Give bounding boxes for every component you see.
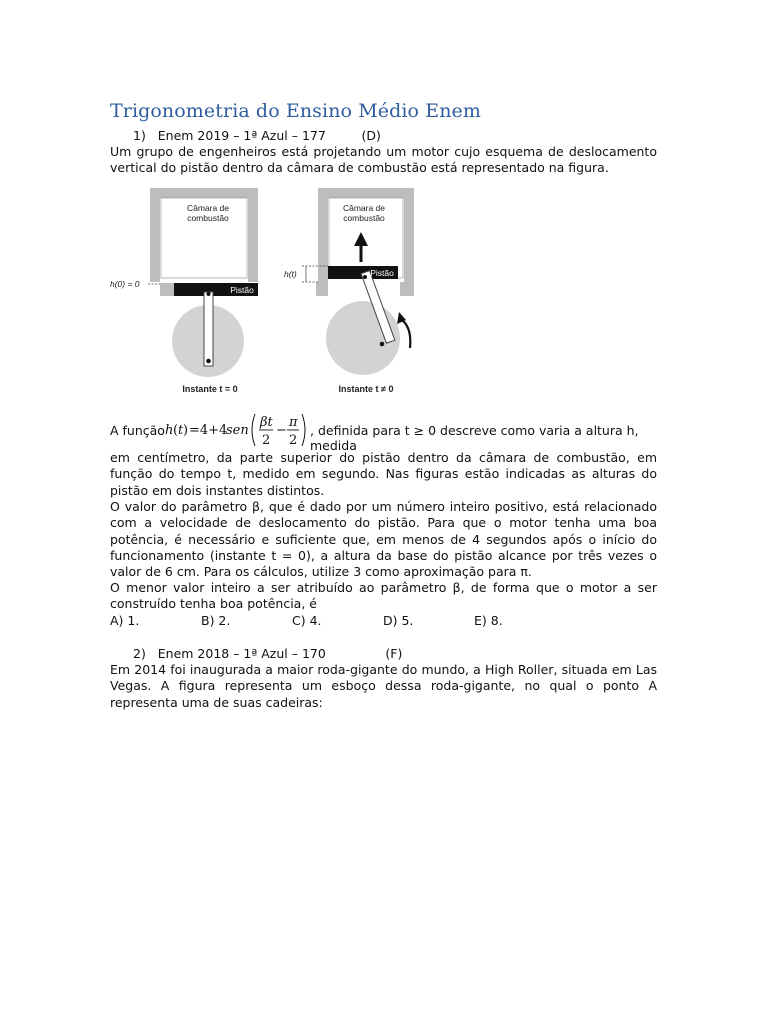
right-chamber-label-2: combustão <box>343 213 385 223</box>
question-1-header: 1) Enem 2019 – 1ª Azul – 177 (D) <box>133 128 381 143</box>
question-1-body-3: O menor valor inteiro a ser atribuído ao parâmetro β, de forma que o motor a ser construído tenha boa potência, é <box>110 580 657 612</box>
left-engine-diagram <box>110 188 258 394</box>
question-1-body-2: O valor do parâmetro β, que é dado por um número inteiro positivo, está relacionado com a velocidade de deslocamento do pistão. Para que o motor tenha uma boa potência, é necessário e suficiente que, em menos de 4 segundos após o início do funcionamento (instante t = 0), a altura da base do pistão alcance por três vezes o valor de 6 cm. Para os cálculos, utilize 3 como aproximação para π. <box>110 499 657 580</box>
svg-text:βt: βt <box>260 415 273 430</box>
left-chamber-label-1: Câmara de <box>186 203 230 213</box>
caption-instante-0: Instante t = 0 <box>182 384 238 394</box>
left-connecting-rod <box>204 292 213 366</box>
formula-h-of-t <box>163 408 309 452</box>
document-title: Trigonometria do Ensino Médio Enem <box>110 100 482 122</box>
rotation-arrow-icon <box>402 320 410 348</box>
svg-text:): ) <box>183 423 189 438</box>
question-2-intro: Em 2014 foi inaugurada a maior roda-gigante do mundo, a High Roller, situada em Las Vegas. A figura representa um esboço dessa roda-gigante, no qual o ponto A representa uma de suas cadeiras: <box>110 662 657 710</box>
ht-label: h(t) <box>284 269 297 279</box>
formula-post-text: , definida para t ≥ 0 descreve como varia a altura h, medida <box>310 423 639 453</box>
right-chamber-label-1: Câmara de <box>342 203 386 213</box>
left-piston-label: Pistão <box>230 285 254 295</box>
formula-row <box>110 408 657 452</box>
option-c[interactable]: C) 4. <box>292 613 322 628</box>
right-engine-diagram <box>284 188 414 394</box>
svg-text:−: − <box>276 423 287 438</box>
svg-text:π: π <box>289 415 298 430</box>
right-piston-label: Pistão <box>370 268 394 278</box>
piston-figure <box>108 186 418 400</box>
svg-text:h: h <box>165 423 174 438</box>
question-1-intro: Um grupo de engenheiros está projetando um motor cujo esquema de deslocamento vertical do pistão dentro da câmara de combustão está representado na figura. <box>110 144 657 176</box>
option-a[interactable]: A) 1. <box>110 613 140 628</box>
svg-text:2: 2 <box>289 433 298 448</box>
option-e[interactable]: E) 8. <box>474 613 503 628</box>
option-d[interactable]: D) 5. <box>383 613 414 628</box>
formula-pre-text: A função <box>110 423 165 438</box>
left-chamber-label-2: combustão <box>187 213 229 223</box>
svg-text:(: ( <box>173 423 179 438</box>
svg-text:sen: sen <box>226 423 249 438</box>
h0-label: h(0) = 0 <box>110 279 140 289</box>
caption-instante-t: Instante t ≠ 0 <box>338 384 394 394</box>
svg-text:=4+4: =4+4 <box>189 423 228 438</box>
svg-text:t: t <box>178 423 184 438</box>
option-b[interactable]: B) 2. <box>201 613 231 628</box>
question-1-body-1: em centímetro, da parte superior do pistão dentro da câmara de combustão, em função do tempo t, medido em segundo. Nas figuras estão indicadas as alturas do pistão em dois instantes distintos. <box>110 450 657 498</box>
svg-text:2: 2 <box>262 433 271 448</box>
question-2-header: 2) Enem 2018 – 1ª Azul – 170 (F) <box>133 646 403 661</box>
